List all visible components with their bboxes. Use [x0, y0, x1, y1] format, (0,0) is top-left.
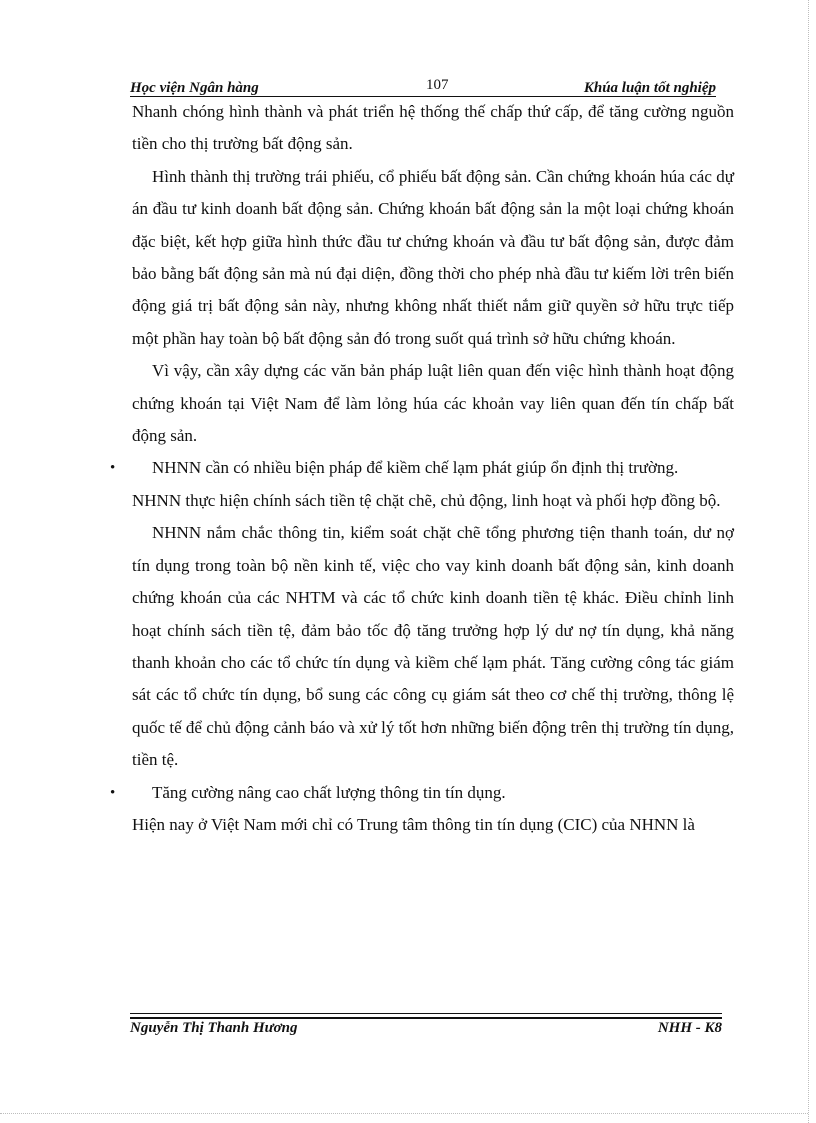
paragraph-legal-framework: Vì vậy, cần xây dựng các văn bản pháp luật liên quan đến việc hình thành hoạt động chứng khoán tại Việt Nam để làm lỏng húa các khoản vay liên quan đến tín chấp bất động sản.	[132, 361, 734, 446]
bullet-icon: •	[110, 784, 116, 801]
document-body	[110, 96, 734, 841]
page-header	[130, 78, 716, 98]
footer-author: Nguyễn Thị Thanh Hương	[130, 1020, 298, 1036]
page-edge-bottom	[0, 1113, 808, 1114]
bullet-icon: •	[110, 460, 116, 477]
paragraph-bond-market: Hình thành thị trường trái phiếu, cổ phiếu bất động sản. Cần chứng khoán húa các dự án đầu tư kinh doanh bất động sản. Chứng khoán bất động sản la một loại chứng khoán đặc biệt, kết hợp giữa hình thức đầu tư chứng khoán và đầu tư bất động sản, được đảm bảo bằng bất động sản mà nú đại diện, đồng thời cho phép nhà đầu tư kiếm lời trên biến động giá trị bất động sản này, nhưng không nhất thiết nắm giữ quyền sở hữu trực tiếp một phần hay toàn bộ bất động sản đó trong suốt quá trình sở hữu chứng khoán.	[132, 166, 734, 348]
bullet-item-credit-info	[110, 777, 734, 809]
page-footer	[130, 1020, 722, 1042]
bullet-item-inflation	[110, 452, 734, 484]
footer-class: NHH - K8	[657, 1020, 722, 1036]
footer-rule-thin	[130, 1013, 722, 1014]
bullet-text-inflation: NHNN cần có nhiều biện pháp để kiềm chế lạm phát giúp ổn định thị trường.	[152, 458, 679, 478]
paragraph-cic: Hiện nay ở Việt Nam mới chỉ có Trung tâm thông tin tín dụng (CIC) của NHNN là	[132, 814, 695, 834]
paragraph-information-control: NHNN nắm chắc thông tin, kiểm soát chặt chẽ tổng phương tiện thanh toán, dư nợ tín dụng trong toàn bộ nền kinh tế, việc cho vay kinh doanh bất động sản, kinh doanh chứng khoán của các NHTM và các tổ chức kinh doanh tiền tệ khác. Điều chỉnh linh hoạt chính sách tiền tệ, đảm bảo tốc độ tăng trưởng hợp lý dư nợ tín dụng, khả năng thanh khoản cho các tổ chức tín dụng và kiềm chế lạm phát. Tăng cường công tác giám sát các tổ chức tín dụng, bổ sung các công cụ giám sát theo cơ chế thị trường, thông lệ quốc tế để chủ động cảnh báo và xử lý tốt hơn những biến động trên thị trường tín dụng, tiền tệ.	[132, 523, 734, 770]
footer-rule-thick	[130, 1017, 722, 1019]
paragraph-monetary-policy: NHNN thực hiện chính sách tiền tệ chặt chẽ, chủ động, linh hoạt và phối hợp đồng bộ.	[132, 490, 721, 510]
page-edge-right	[808, 0, 809, 1123]
header-institution: Học viện Ngân hàng	[130, 80, 259, 96]
header-document-type: Khúa luận tốt nghiệp	[583, 80, 716, 96]
paragraph-secondary-mortgage: Nhanh chóng hình thành và phát triển hệ thống thế chấp thứ cấp, để tăng cường nguồn tiền cho thị trường bất động sản.	[132, 102, 734, 154]
bullet-text-credit-info: Tăng cường nâng cao chất lượng thông tin tín dụng.	[152, 782, 506, 802]
page-number: 107	[426, 77, 449, 93]
